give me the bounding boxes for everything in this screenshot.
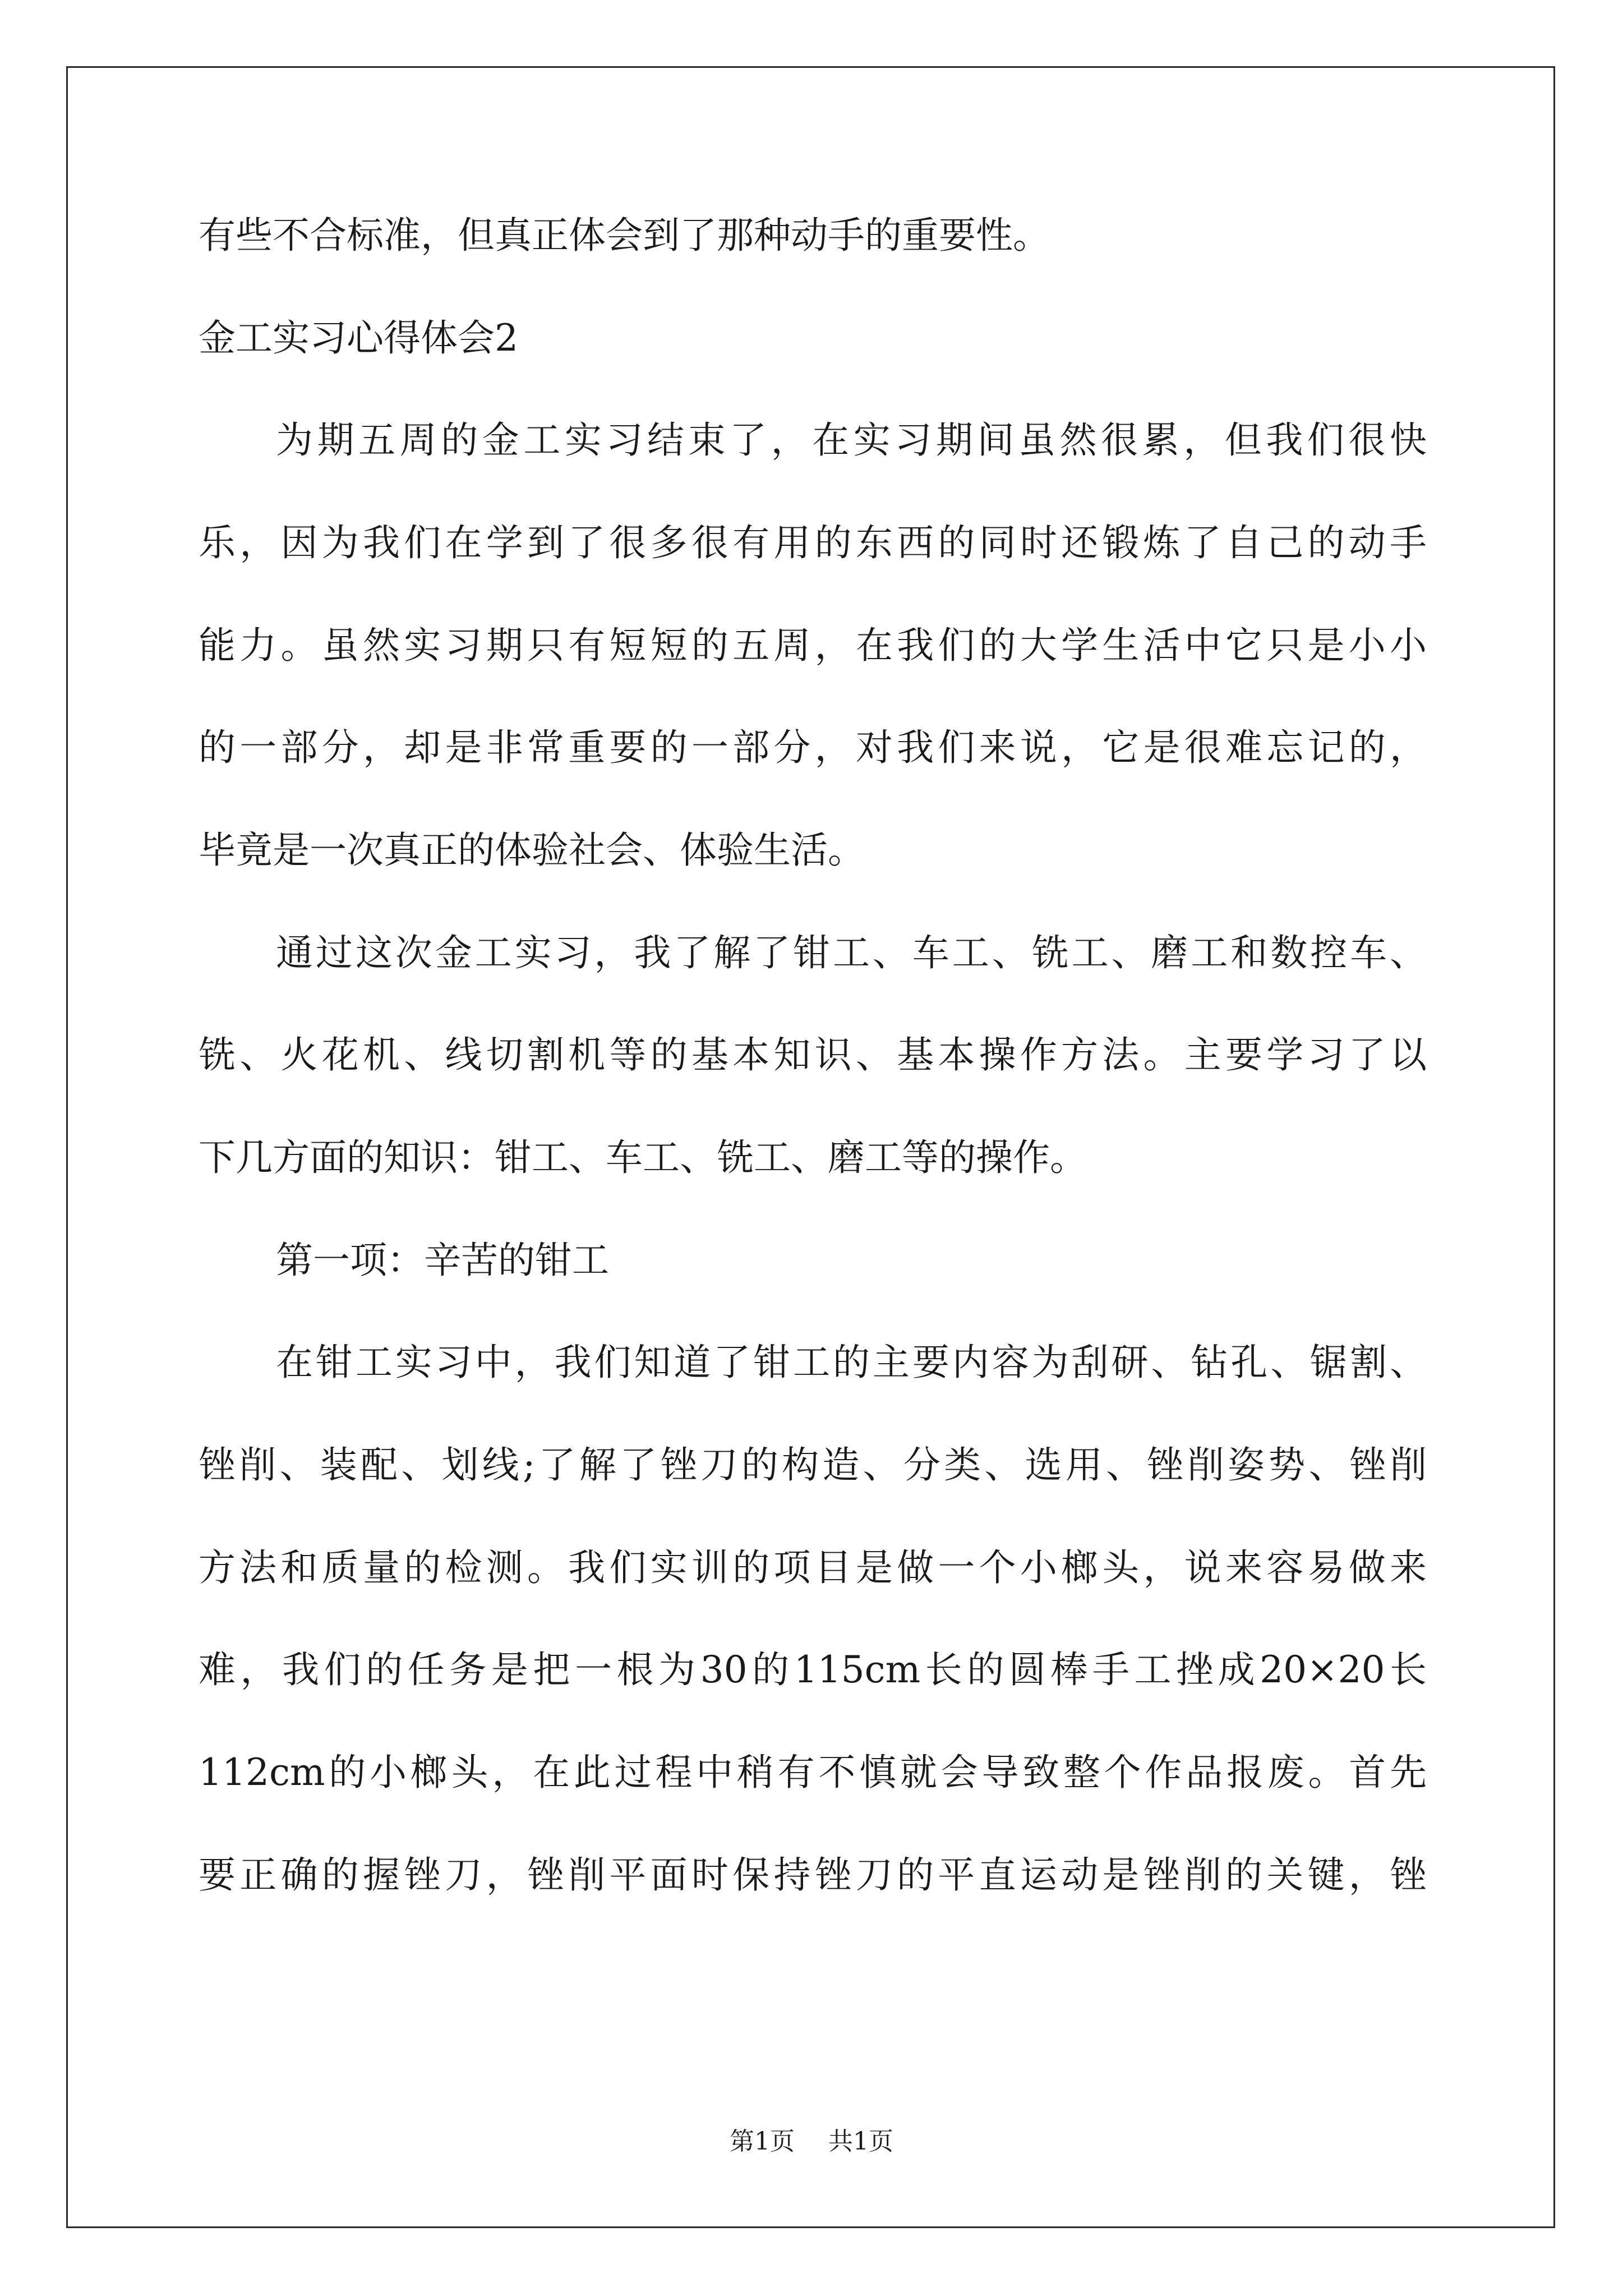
paragraph-line: 铣、火花机、线切割机等的基本知识、基本操作方法。主要学习了以 <box>199 1033 1427 1076</box>
section-heading: 金工实习心得体会2 <box>199 316 518 360</box>
paragraph-line: 能力。虽然实习期只有短短的五周，在我们的大学生活中它只是小小 <box>199 624 1427 667</box>
paragraph-line: 难，我们的任务是把一根为30的115cm长的圆棒手工挫成20×20长 <box>199 1648 1427 1691</box>
paragraph-line: 方法和质量的检测。我们实训的项目是做一个小榔头，说来容易做来 <box>199 1546 1427 1589</box>
paragraph-line: 通过这次金工实习，我了解了钳工、车工、铣工、磨工和数控车、 <box>276 931 1427 974</box>
paragraph-line: 112cm的小榔头，在此过程中稍有不慎就会导致整个作品报废。首先 <box>199 1751 1427 1794</box>
paragraph-line: 锉削、装配、划线;了解了锉刀的构造、分类、选用、锉削姿势、锉削 <box>199 1443 1427 1487</box>
paragraph-line: 毕竟是一次真正的体验社会、体验生活。 <box>199 829 865 872</box>
page-footer <box>0 2126 1623 2157</box>
page-number: 第1页 <box>730 2127 795 2156</box>
paragraph-line: 的一部分，却是非常重要的一部分，对我们来说，它是很难忘记的， <box>199 726 1427 769</box>
paragraph-line: 在钳工实习中，我们知道了钳工的主要内容为刮研、钻孔、锯割、 <box>276 1341 1427 1384</box>
paragraph-line: 要正确的握锉刀，锉削平面时保持锉刀的平直运动是锉削的关键，锉 <box>199 1853 1427 1897</box>
page-total: 共1页 <box>828 2127 893 2156</box>
text-line: 有些不合标准，但真正体会到了那种动手的重要性。 <box>199 214 1050 257</box>
paragraph-line: 下几方面的知识：钳工、车工、铣工、磨工等的操作。 <box>199 1136 1087 1179</box>
paragraph-line: 为期五周的金工实习结束了，在实习期间虽然很累，但我们很快 <box>276 418 1427 462</box>
paragraph-line: 乐，因为我们在学到了很多很有用的东西的同时还锻炼了自己的动手 <box>199 521 1427 564</box>
subsection-heading: 第一项：辛苦的钳工 <box>276 1239 609 1282</box>
